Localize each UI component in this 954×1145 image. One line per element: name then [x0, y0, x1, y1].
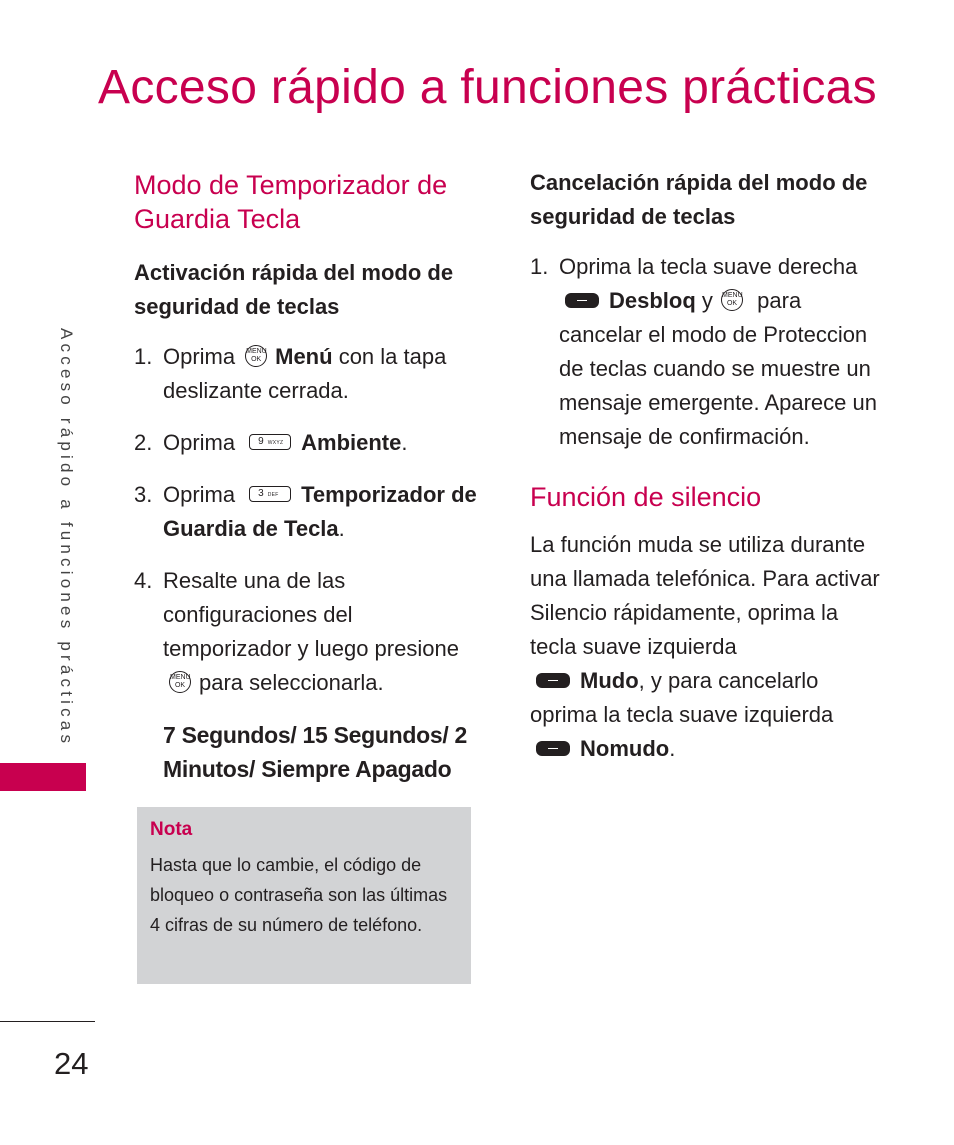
page-title: Acceso rápido a funciones prácticas — [98, 61, 877, 114]
side-section-label: Acceso rápido a funciones prácticas — [57, 328, 76, 748]
left-soft-key-icon — [536, 741, 570, 756]
key-3-icon: 3 DEF — [249, 486, 291, 502]
step-text: Oprima — [163, 482, 236, 507]
mute-paragraph — [530, 528, 890, 766]
step-text: para seleccionarla. — [199, 670, 384, 695]
step-item — [134, 564, 484, 700]
activation-steps — [134, 340, 484, 700]
mute-label: Mudo — [580, 668, 639, 693]
step-key-label: Ambiente — [301, 430, 402, 455]
step-text: . — [401, 430, 408, 455]
note-text: Hasta que lo cambie, el código de bloqueo o contraseña son las últimas 4 cifras de su número de teléfono. — [150, 855, 448, 935]
step-text: y — [695, 288, 720, 313]
right-soft-key-icon — [565, 293, 599, 308]
step-item — [134, 426, 484, 460]
step-text: Oprima — [163, 344, 236, 369]
step-key-label: Temporizador de Guardia de Tecla — [163, 482, 477, 541]
section-heading-mute: Función de silencio — [530, 482, 762, 512]
cancellation-steps — [530, 250, 890, 454]
note-box — [137, 807, 471, 984]
paragraph-text: . — [669, 736, 676, 761]
timer-options: 7 Segundos/ 15 Segundos/ 2 Minutos/ Siempre Apagado — [163, 722, 468, 782]
step-number: 4. — [134, 568, 153, 593]
menu-ok-key-icon: MENU OK — [721, 289, 743, 311]
step-item — [134, 340, 484, 408]
side-tab-marker — [0, 763, 86, 791]
step-text: Resalte una de las configuraciones del temporizador y luego presione — [163, 568, 459, 661]
left-soft-key-icon — [536, 673, 570, 688]
subheading-activation: Activación rápida del modo de seguridad de teclas — [134, 260, 454, 319]
subheading-cancellation: Cancelación rápida del modo de seguridad de teclas — [530, 170, 868, 229]
step-item — [134, 478, 484, 546]
paragraph-text: La función muda se utiliza durante una llamada telefónica. Para activar Silencio rápidamente, oprima la tecla suave izquierda — [530, 532, 880, 659]
right-column — [530, 166, 890, 766]
step-text: con la tapa deslizante cerrada. — [163, 344, 447, 403]
step-item — [530, 250, 890, 454]
step-number: 3. — [134, 482, 153, 507]
left-column — [134, 168, 484, 786]
step-number: 2. — [134, 430, 153, 455]
step-key-label: Desbloq — [609, 288, 696, 313]
step-text: Oprima — [163, 430, 236, 455]
unmute-label: Nomudo — [580, 736, 670, 761]
step-text: para cancelar el modo de Proteccion de teclas cuando se muestre un mensaje emergente. Aparece un mensaje de confirmación. — [559, 288, 877, 449]
step-text: Oprima la tecla suave derecha — [559, 254, 858, 279]
page-number: 24 — [54, 1046, 89, 1081]
step-number: 1. — [134, 344, 153, 369]
step-key-label: Menú — [275, 344, 333, 369]
step-number: 1. — [530, 254, 549, 279]
step-text: . — [338, 516, 345, 541]
section-heading-key-guard: Modo de Temporizador de Guardia Tecla — [134, 170, 448, 234]
paragraph-text: , y para cancelarlo oprima la tecla suave izquierda — [530, 668, 834, 727]
note-title: Nota — [150, 819, 193, 840]
key-9-icon: 9 WXYZ — [249, 434, 291, 450]
menu-ok-key-icon: MENU OK — [169, 671, 191, 693]
footer-rule — [0, 1021, 95, 1022]
menu-ok-key-icon: MENU OK — [245, 345, 267, 367]
